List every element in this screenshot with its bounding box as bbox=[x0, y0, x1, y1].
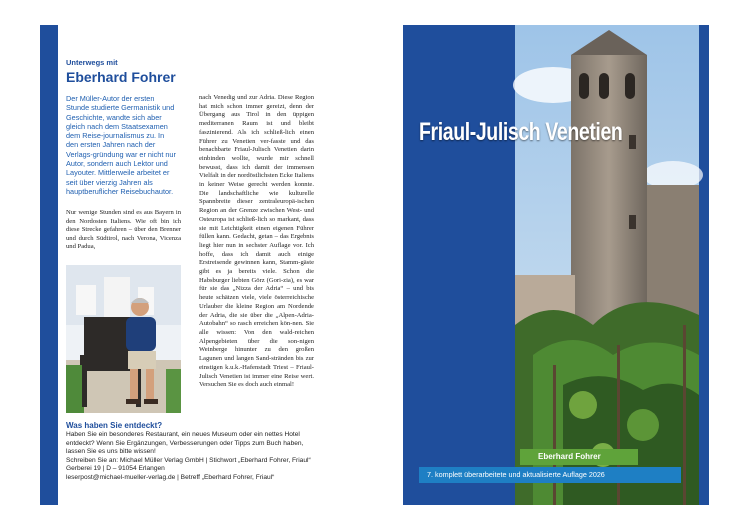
author-page bbox=[40, 25, 390, 505]
author-photo-illustration bbox=[66, 265, 181, 413]
book-cover bbox=[403, 25, 709, 505]
kicker-text: Unterwegs mit bbox=[66, 58, 118, 67]
feedback-heading: Was haben Sie entdeckt? bbox=[66, 421, 163, 430]
feedback-line: lassen Sie es uns bitte wissen! bbox=[66, 448, 156, 456]
feedback-text bbox=[66, 431, 366, 483]
feedback-address-line: Schreiben Sie an: Michael Müller Verlag GmbH | Stichwort „Eberhard Fohrer, Friaul“ bbox=[66, 456, 311, 464]
cover-edition-banner: 7. komplett überarbeitete und aktualisierte Auflage 2026 bbox=[419, 467, 681, 483]
author-heading: Eberhard Fohrer bbox=[66, 69, 176, 85]
feedback-line: entdeckt? Wenn Sie Ergänzungen, Verbesserungen oder Tipps zum Buch haben, bbox=[66, 439, 304, 447]
cover-artwork bbox=[403, 25, 709, 505]
author-photo bbox=[66, 265, 181, 413]
cover-title: Friaul-Julisch Venetien bbox=[419, 118, 623, 146]
foreword-paragraph-1: Nur wenige Stunden sind es aus Bayern in den Nordosten Italiens. Wie oft bin ich diese Strecke gefahren – über den Brenner und durch Südtirol, nach Verona, Vicenza und Padua, bbox=[66, 209, 181, 251]
feedback-address-line: Gerberei 19 | D – 91054 Erlangen bbox=[66, 465, 165, 473]
left-edge-band bbox=[40, 25, 58, 505]
feedback-line: Haben Sie ein besonderes Restaurant, ein neues Museum oder ein nettes Hotel bbox=[66, 431, 300, 438]
feedback-email-line: leserpost@michael-mueller-verlag.de | Betreff „Eberhard Fohrer, Friaul“ bbox=[66, 473, 275, 481]
cover-author-tag: Eberhard Fohrer bbox=[520, 449, 638, 465]
foreword-paragraph-2: nach Venedig und zur Adria. Diese Region hat mich schon immer gereizt, denn der Übergang aus Tirol in den üppigen mediterranen Raum ist und bleibt faszinierend. Als ich schließ-lich einen Führer zu Venetien ver-fasste und das benachbarte Friaul-Julisch Venetien darin einbinden wollte, wurde mir schnell bewusst, dass ich damit der immensen Vielfalt in der nordöstlichsten Ecke Italiens in keiner Weise gerecht werden konnte. Die landschaftliche wie kulturelle Spannbreite dieser zentraleuropä-ischen Region an der Grenze zwischen West- und Osteuropa ist schließ-lich so markant, dass sie mit Leichtigkeit einen eigenen Führer füllen kann. Gedacht, getan – das Ergebnis liegt hier nun in sechster Auflage vor. Ich hoffe, dass ich damit auch einige Erstreisende gewinnen kann, Stamm-gäste gibt es ja bereits viele. Schon die Habsburger liebten Görz (Gori-zia), es war für sie das „Nizza der Adria“ – und bis heute schätzen viele, viele österreichische Urlauber die kleine Region am Nordende der Adria, die sie über die „Alpen-Adria-Autobahn“ so rasch erreichen kön-nen. Sie alle wissen: Von den wald-reichen Alpengebieten über die son-nigen Weinberge hinunter zu den großen Lagunen und langen Sand-stränden bis zur einstigen k.u.k.-Hafenstadt Triest – Friaul-Julisch Venetien ist immer eine Reise wert. Versuchen Sie es doch auch einmal! bbox=[199, 94, 314, 389]
author-bio: Der Müller-Autor der ersten Stunde studierte Germanistik und Geschichte, wandte sich aber gleich nach dem Staatsexamen dem Reise-journalismus zu. In den ersten Jahren nach der Verlags-gründung war er nicht nur Autor, sondern auch Lektor und Layouter. Mittlerweile arbeitet er seit über vierzig Jahren als hauptberuflicher Reisebuchautor. bbox=[66, 94, 176, 196]
